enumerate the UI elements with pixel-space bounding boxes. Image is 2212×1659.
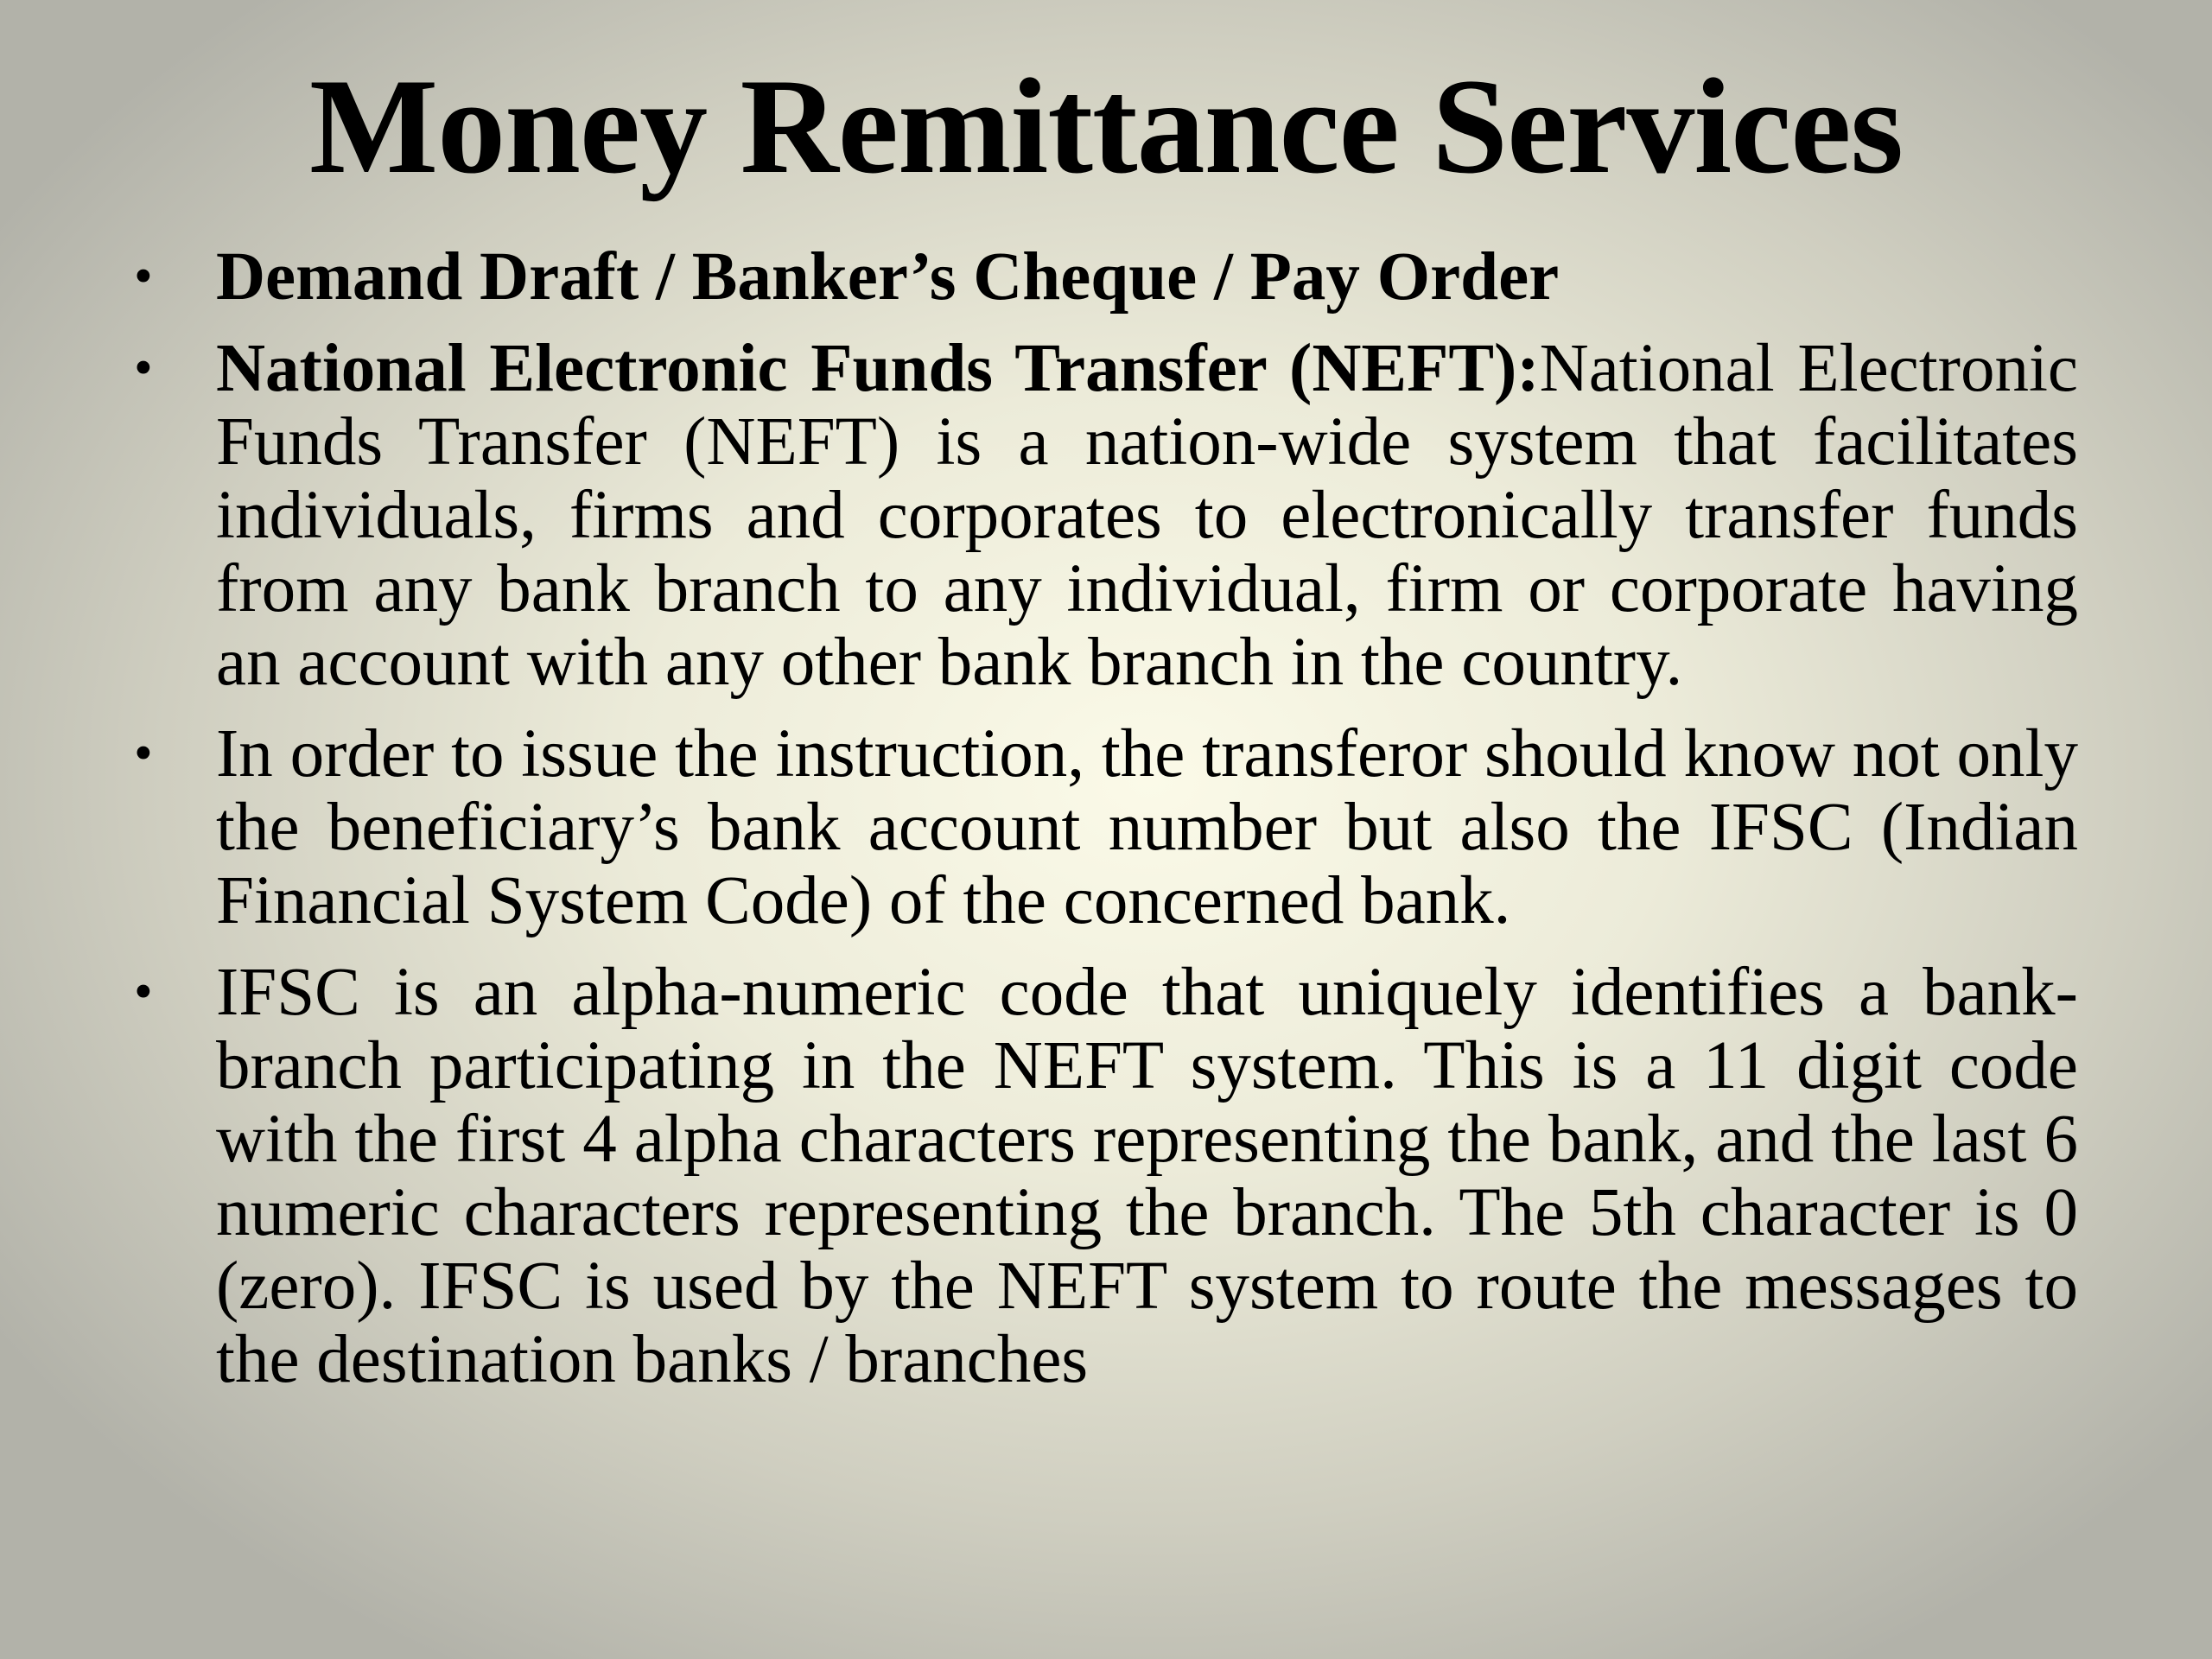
bullet-heading: Demand Draft / Banker’s Cheque / Pay Order [216,239,1560,315]
bullet-text: National Electronic Funds Transfer (NEFT) is a nation-wide system that facilitates individuals, firms and corporates to electronically transfer funds from any bank branch to any individual, firm or corporate having an account with any other bank branch in the country. [216,331,2078,700]
bullet-list [216,240,2078,1414]
bullet-item-demand-draft [216,240,2078,314]
bullet-text: IFSC is an alpha-numeric code that uniquely identifies a bank-branch participating in the NEFT system. This is a 11 digit code with the first 4 alpha characters representing the bank, and the last 6 numeric characters representing the branch. The 5th character is 0 (zero). IFSC is used by the NEFT system to route the messages to the destination banks / branches [216,955,2078,1397]
bullet-item-ifsc [216,956,2078,1396]
bullet-text: In order to issue the instruction, the transferor should know not only the beneficiary’s bank account number but also the IFSC (Indian Financial System Code) of the concerned bank. [216,716,2078,938]
bullet-heading: National Electronic Funds Transfer (NEFT): [216,331,1540,406]
bullet-item-neft [216,332,2078,699]
bullet-item-instruction [216,717,2078,938]
slide-title: Money Remittance Services [309,51,1903,202]
